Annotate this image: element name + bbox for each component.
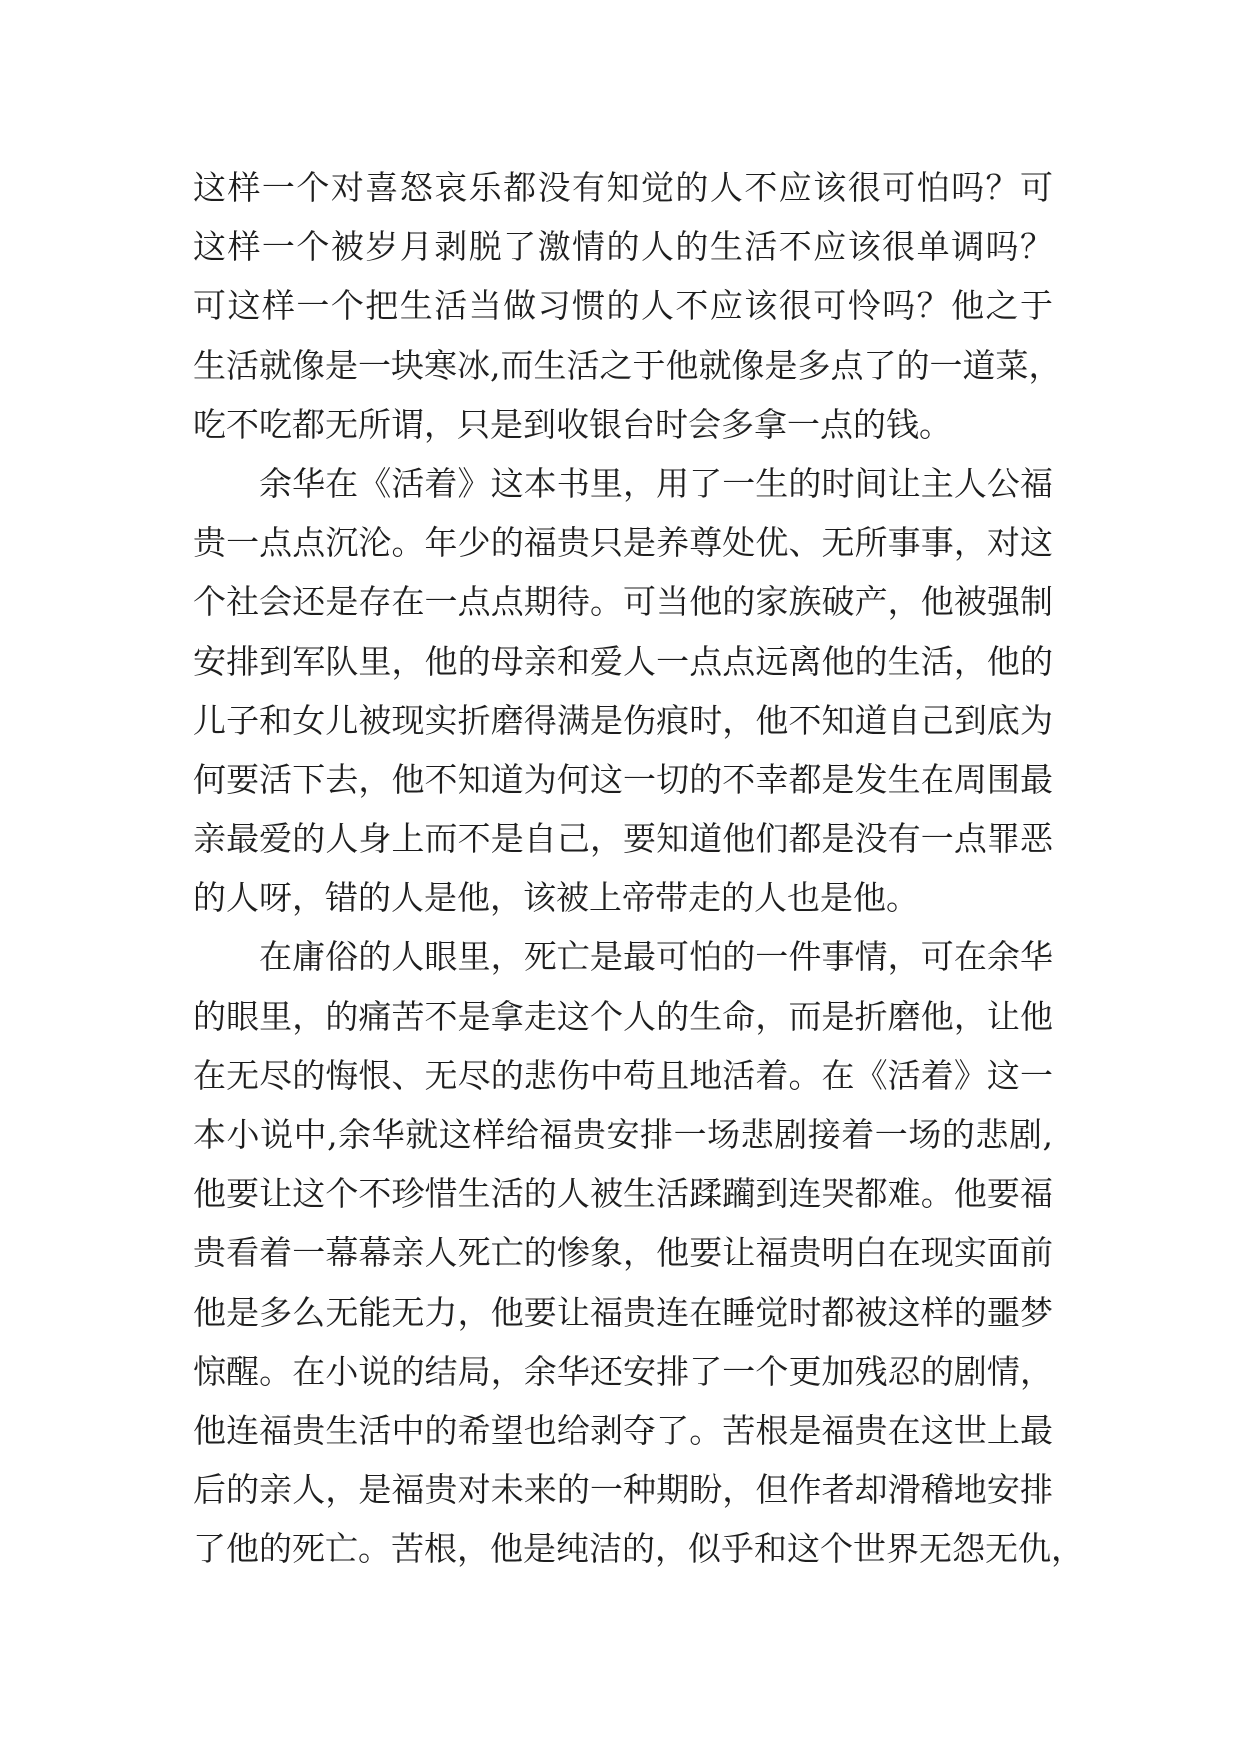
paragraph-2-line-4: 安排到军队里，他的母亲和爱人一点点远离他的生活，他的: [193, 641, 1053, 681]
body-text: [193, 158, 1084, 1579]
paragraph-2-line-2: 贵一点点沉沦。年少的福贵只是养尊处优、无所事事，对这: [193, 523, 1053, 563]
paragraph-1-line-2: 这样一个被岁月剥脱了激情的人的生活不应该很单调吗？: [193, 227, 1053, 267]
paragraph-1-line-5: 吃不吃都无所谓，只是到收银台时会多拿一点的钱。: [193, 404, 952, 444]
paragraph-1-line-3: 可这样一个把生活当做习惯的人不应该很可怜吗？他之于: [193, 286, 1053, 326]
paragraph-1-line-4: 生活就像是一块寒冰,而生活之于他就像是多点了的一道菜，: [193, 345, 1062, 385]
paragraph-3-line-8: 惊醒。在小说的结局，余华还安排了一个更加残忍的剧情，: [193, 1351, 1053, 1391]
paragraph-3-line-7: 他是多么无能无力，他要让福贵连在睡觉时都被这样的噩梦: [193, 1292, 1053, 1332]
paragraph-3-line-9: 他连福贵生活中的希望也给剥夺了。苦根是福贵在这世上最: [193, 1410, 1053, 1450]
paragraph-3-line-11: 了他的死亡。苦根，他是纯洁的，似乎和这个世界无怨无仇，: [193, 1529, 1084, 1569]
paragraph-3-line-10: 后的亲人，是福贵对未来的一种期盼，但作者却滑稽地安排: [193, 1470, 1053, 1510]
paragraph-2-line-5: 儿子和女儿被现实折磨得满是伤痕时，他不知道自己到底为: [193, 700, 1053, 740]
paragraph-3-line-1: 在庸俗的人眼里，死亡是最可怕的一件事情，可在余华: [259, 937, 1053, 977]
paragraph-2-line-6: 何要活下去，他不知道为何这一切的不幸都是发生在周围最: [193, 759, 1053, 799]
paragraph-2-line-3: 个社会还是存在一点点期待。可当他的家族破产，他被强制: [193, 582, 1053, 622]
paragraph-2-line-8: 的人呀，错的人是他，该被上帝带走的人也是他。: [193, 878, 919, 918]
paragraph-3-line-2: 的眼里，的痛苦不是拿走这个人的生命，而是折磨他，让他: [193, 996, 1053, 1036]
paragraph-1-line-1: 这样一个对喜怒哀乐都没有知觉的人不应该很可怕吗？可: [193, 168, 1053, 207]
paragraph-2-line-7: 亲最爱的人身上而不是自己，要知道他们都是没有一点罪恶: [193, 819, 1053, 859]
paragraph-3-line-6: 贵看着一幕幕亲人死亡的惨象，他要让福贵明白在现实面前: [193, 1233, 1053, 1273]
paragraph-3-line-5: 他要让这个不珍惜生活的人被生活蹂躏到连哭都难。他要福: [193, 1174, 1053, 1214]
paragraph-3-line-3: 在无尽的悔恨、无尽的悲伤中苟且地活着。在《活着》这一: [193, 1055, 1053, 1095]
paragraph-2-line-1: 余华在《活着》这本书里，用了一生的时间让主人公福: [259, 463, 1053, 503]
paragraph-3-line-4: 本小说中,余华就这样给福贵安排一场悲剧接着一场的悲剧,: [193, 1115, 1053, 1154]
